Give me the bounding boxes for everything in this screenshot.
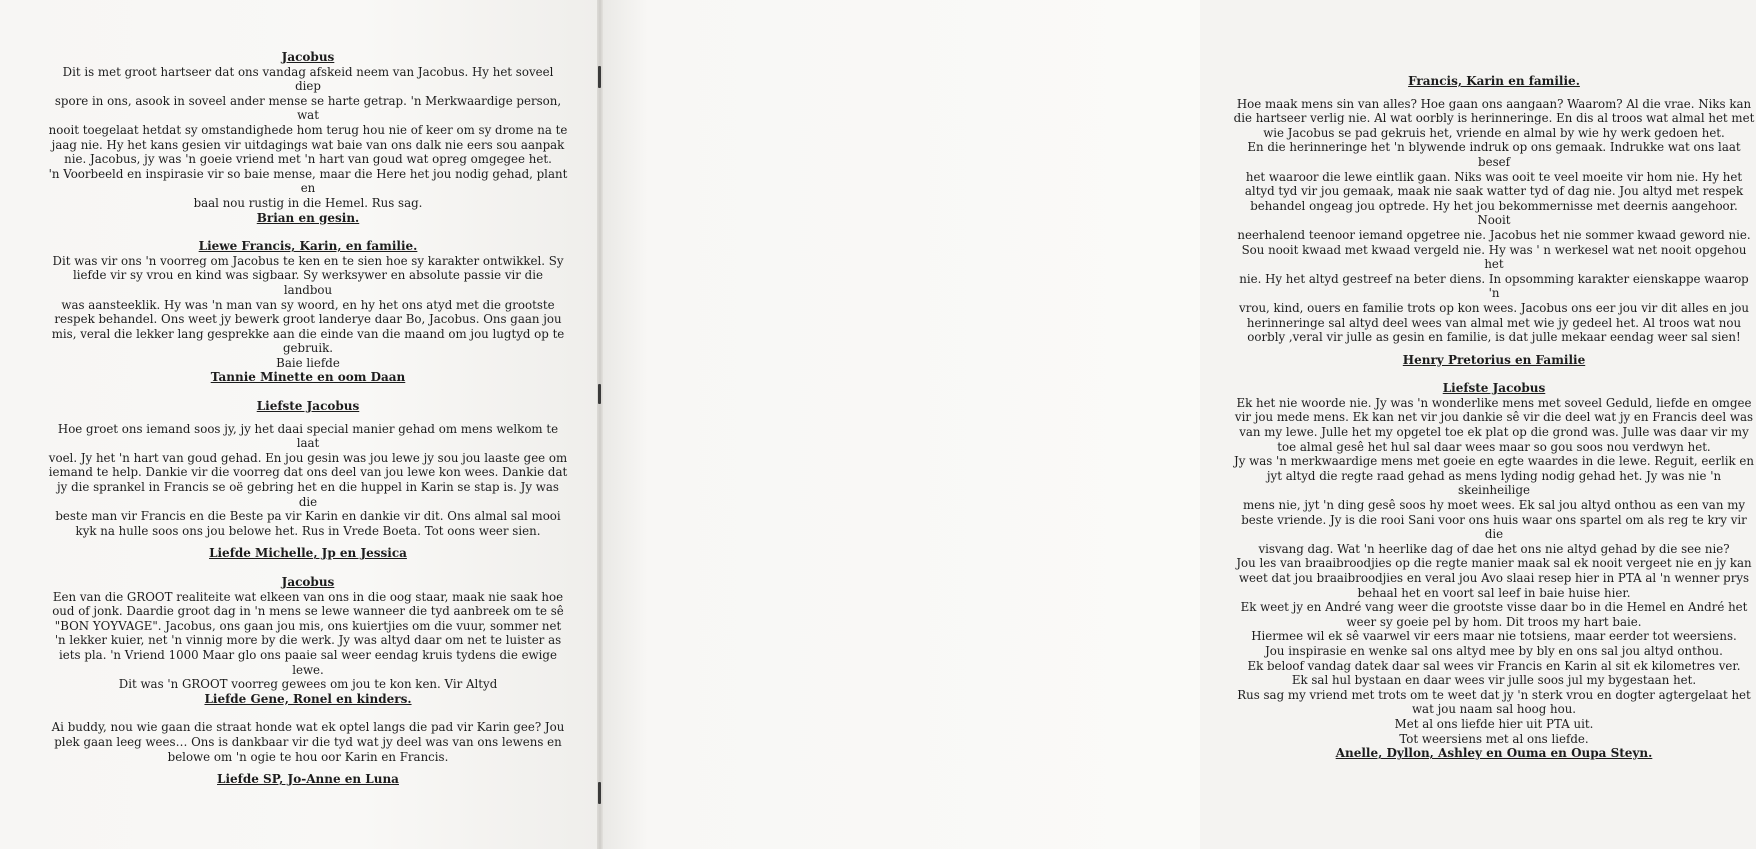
closing-baie-liefde: Baie liefde <box>276 355 340 370</box>
heading-jacobus-2: Jacobus <box>281 575 335 589</box>
heading-jacobus-1: Jacobus <box>281 50 335 64</box>
staple-middle <box>598 384 601 404</box>
left-column <box>48 50 568 787</box>
tribute-body-anelle: Ek het nie woorde nie. Jy was 'n wonderlike mens met soveel Geduld, liefde en omgee vir jou mede mens. Ek kan net vir jou dankie sê vir die deel wat jy en Francis deel was van my lewe. Julle het my opgetel toe ek plat op die grond was. Julle was daar vir my toe almal gesê het hul sal daar wees maar so gou soos nou verdwyn het. Jy was 'n merkwaardige mens met goeie en egte waardes in die lewe. Reguit, eerlik en jyt altyd die regte raad gehad as mens lyding nodig gehad het. Jy was nie 'n skeinheilige mens nie, jyt 'n ding gesê soos hy moet wees. Ek sal jou altyd onthou as een van my beste vriende. Jy is die rooi Sani voor ons huis waar ons spartel om als reg te kry vir die visvang dag. Wat 'n heerlike dag of dae het ons nie altyd gehad by die see nie? Jou les van braaibroodjies op die regte manier maak sal ek nooit vergeet nie en jy kan weet dat jou braaibroodjies en veral jou Avo slaai resep hier in PTA al 'n wenner prys behaal het en voort sal leef in baie huise hier. Ek weet jy en André vang weer die grootste visse daar bo in die Hemel en André het weer sy goeie pel by hom. Dit troos my hart baie. Hiermee wil ek sê vaarwel vir eers maar nie totsiens, maar eerder tot weersiens. Jou inspirasie en wenke sal ons altyd mee by bly en ons sal jou altyd onthou. Ek beloof vandag datek daar sal wees vir Francis en Karin al sit ek kilometres ver. Ek sal hul bystaan en daar wees vir julle soos jul my bygestaan het. Rus sag my vriend met trots om te weet dat jy 'n sterk vrou en dogter agtergelaat het wat jou naam sal hoog hou. Met al ons liefde hier uit PTA uit. Tot weersiens met al ons liefde. <box>1233 395 1755 746</box>
staple-bottom <box>598 782 601 804</box>
staple-top <box>598 66 601 88</box>
signature-michelle: Liefde Michelle, Jp en Jessica <box>209 546 407 561</box>
signature-gene: Liefde Gene, Ronel en kinders. <box>204 691 412 706</box>
tribute-body-henry: Hoe maak mens sin van alles? Hoe gaan ons aangaan? Waarom? Al die vrae. Niks kan die hartseer verlig nie. Al wat oorbly is herinneringe. En dis al troos wat almal het met wie Jacobus se pad gekruis het, vriende en almal by wie hy werk gedoen het. En die herinneringe het 'n blywende indruk op ons gemaak. Indrukke wat ons laat besef het waaroor die lewe eintlik gaan. Niks was ooit te veel moeite vir hom nie. Hy het altyd tyd vir jou gemaak, maak nie saak watter tyd of dag nie. Jou altyd met respek behandel ongeag jou optrede. Hy het jou bekommernisse met deernis aangehoor. Nooit neerhalend teenoor iemand opgetree nie. Jacobus het nie sommer kwaad geword nie. Sou nooit kwaad met kwaad vergeld nie. Hy was ' n werkesel wat net nooit opgehou het nie. Hy het altyd gestreef na beter diens. In opsomming karakter eienskappe waarop 'n vrou, kind, ouers en familie trots op kon wees. Jacobus ons eer jou vir dit alles en jou herinneringe sal altyd deel wees van almal met wie jy gedeel het. Al troos wat nou oorbly ,veral vir julle as gesin en familie, is dat julle mekaar eendag weer sal sien! <box>1233 96 1755 345</box>
tribute-body-michelle: Hoe groet ons iemand soos jy, jy het daai special manier gehad om mens welkom te laat voel. Jy het 'n hart van goud gehad. En jou gesin was jou lewe jy sou jou laaste gee om iemand te help. Dankie vir die voorreg dat ons deel van jou lewe kon wees. Dankie dat jy die sprankel in Francis se oë gebring het en die huppel in Karin se stap is. Jy was die beste man vir Francis en die Beste pa vir Karin en dankie vir dit. Ons almal sal mooi kyk na hulle soos ons jou belowe het. Rus in Vrede Boeta. Tot oons weer sien. <box>48 421 568 538</box>
heading-liefste-jacobus-2: Liefste Jacobus <box>1442 381 1546 396</box>
right-column <box>1232 74 1756 761</box>
signature-anelle: Anelle, Dyllon, Ashley en Ouma en Oupa Steyn. <box>1335 746 1653 761</box>
signature-brian: Brian en gesin. <box>256 210 360 225</box>
heading-liewe-francis: Liewe Francis, Karin, en familie. <box>198 239 418 254</box>
tribute-body-gene: Een van die GROOT realiteite wat elkeen van ons in die oog staar, maak nie saak hoe oud of jonk. Daardie groot dag in 'n mens se lewe wanneer die tyd aanbreek om te sê "BON YOYVAGE". Jacobus, ons gaan jou mis, ons kuiertjies om die vuur, sommer net 'n lekker kuier, net 'n vinnig more by die werk. Jy was altyd daar om net te luister as iets pla. 'n Vriend 1000 Maar glo ons paaie sal weer eendag kruis tydens die ewige lewe. Dit was 'n GROOT voorreg gewees om jou te kon ken. Vir Altyd <box>52 589 564 692</box>
signature-sp: Liefde SP, Jo-Anne en Luna <box>217 772 399 787</box>
heading-liefste-jacobus-1: Liefste Jacobus <box>256 399 360 414</box>
page-gutter <box>597 0 603 849</box>
right-page <box>600 0 1755 849</box>
signature-henry: Henry Pretorius en Familie <box>1402 352 1586 367</box>
left-page <box>0 0 600 849</box>
tribute-body-brian: Dit is met groot hartseer dat ons vandag afskeid neem van Jacobus. Hy het soveel diep spore in ons, asook in soveel ander mense se harte getrap. 'n Merkwaardige person, wat nooit toegelaat hetdat sy omstandighede hom terug hou nie of keer om sy drome na te jaag nie. Hy het kans gesien vir uitdagings wat baie van ons dalk nie eers sou aanpak nie. Jacobus, jy was 'n goeie vriend met 'n hart van goud wat opreg omgegee het. 'n Voorbeeld en inspirasie vir so baie mense, maar die Here het jou nodig gehad, plant en baal nou rustig in die Hemel. Rus sag. <box>48 64 568 210</box>
signature-minette-daan: Tannie Minette en oom Daan <box>210 370 406 385</box>
heading-francis-karin: Francis, Karin en familie. <box>1408 74 1580 88</box>
tribute-body-minette: Dit was vir ons 'n voorreg om Jacobus te ken en te sien hoe sy karakter ontwikkel. Sy liefde vir sy vrou en kind was sigbaar. Sy werksywer en absolute passie vir die landbou was aansteeklik. Hy was 'n man van sy woord, en hy het ons atyd met die grootste respek behandel. Ons weet jy bewerk groot landerye daar Bo, Jacobus. Ons gaan jou mis, veral die lekker lang gesprekke aan die einde van die maand om jou lugtyd op te gebruik. <box>51 253 565 356</box>
tribute-body-sp: Ai buddy, nou wie gaan die straat honde wat ek optel langs die pad vir Karin gee? Jou plek gaan leeg wees… Ons is dankbaar vir die tyd wat jy deel was van ons lewens en belowe om 'n ogie te hou oor Karin en Francis. <box>51 720 565 764</box>
